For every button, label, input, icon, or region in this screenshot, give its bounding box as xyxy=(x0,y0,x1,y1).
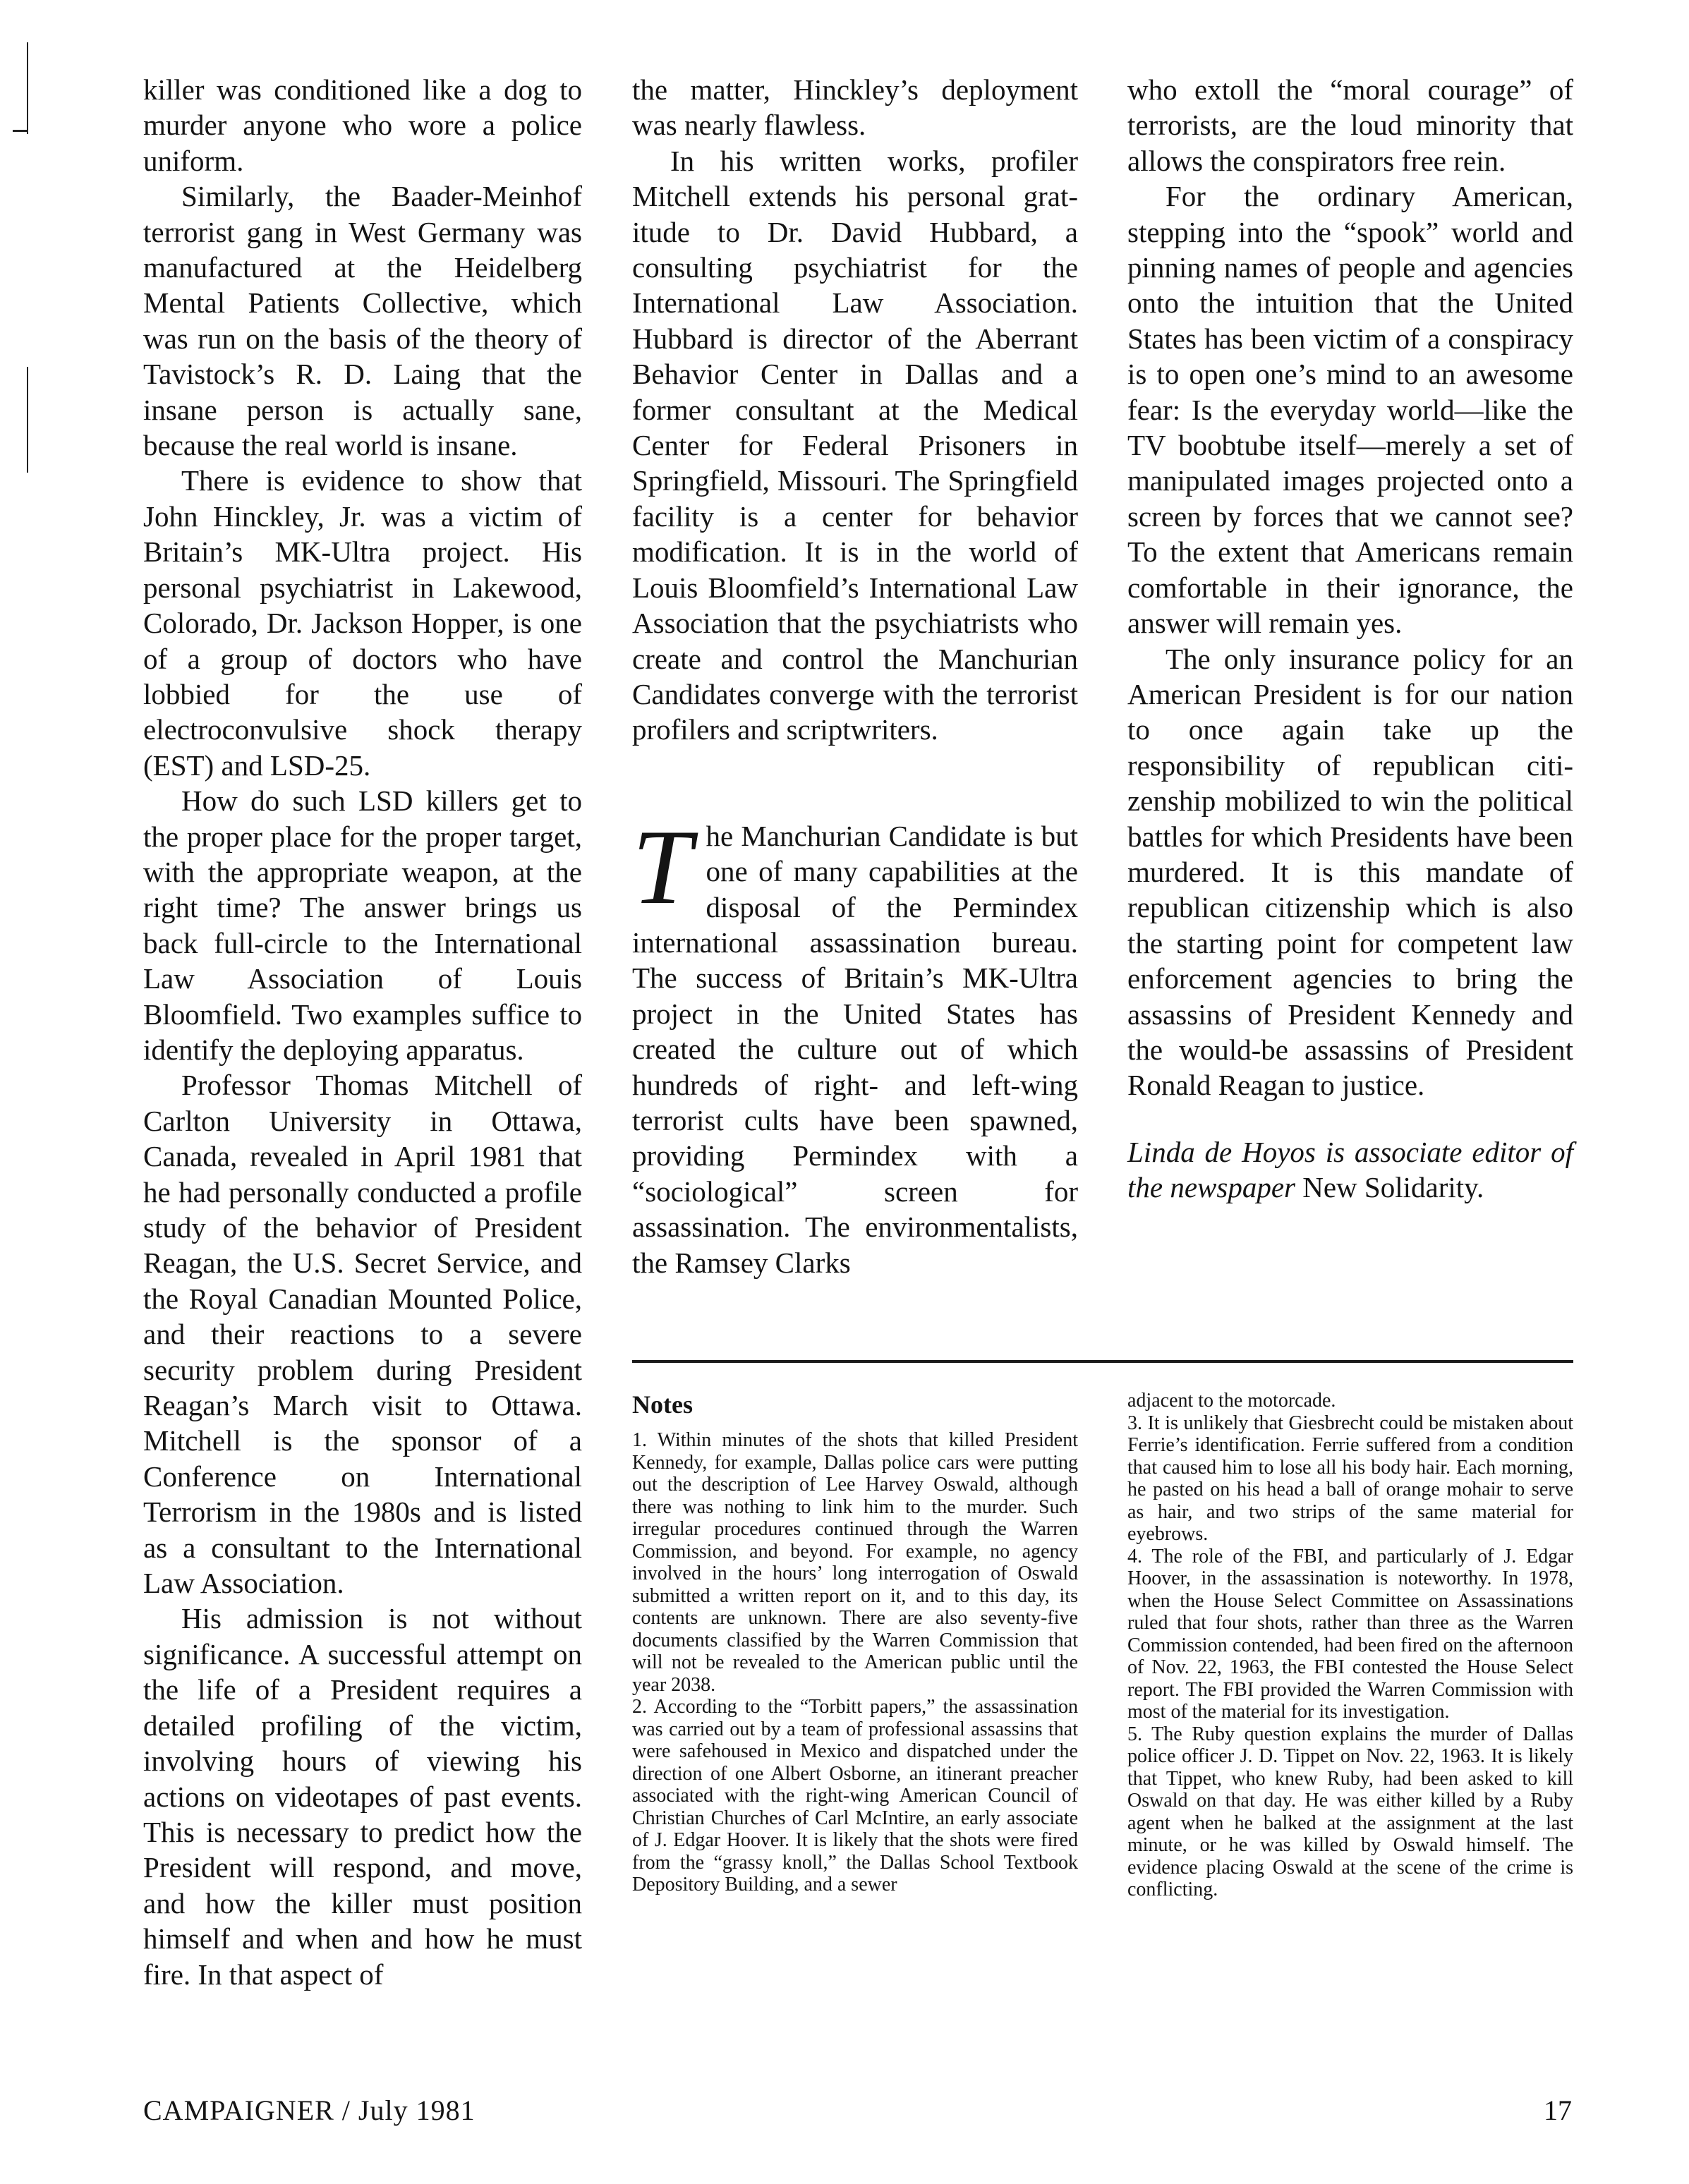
note-item: 5. The Ruby question explains the murder of Dallas police officer J. D. Tippet on Nov. 22, 1963. It is likely that Tippet, who knew Ruby, had been asked to kill Oswald on that day. He was either killed by a Ruby agent when he balked at the assignment at the last minute, or he was killed by Oswald himself. The evidence placing Oswald at the scene of the crime is conflicting. xyxy=(1127,1723,1573,1900)
notes-divider-rule xyxy=(632,1360,1573,1363)
article-column-3 xyxy=(1127,72,1573,1206)
paragraph: For the ordinary American, stepping into the “spook” world and pinning names of people and agencies onto the intuition that the United States has been victim of a conspiracy is to open one’s mind to an awesome fear: Is the everyday world—like the TV boobtube itself—merely a set of manipulated images projected onto a screen by forces that we cannot see? To the extent that Americans remain comfortable in their ignorance, the answer will remain yes. xyxy=(1127,180,1573,640)
notes-heading: Notes xyxy=(632,1390,693,1419)
paragraph: killer was conditioned like a dog to murder anyone who wore a police uniform. xyxy=(143,73,582,177)
margin-mark xyxy=(27,42,28,134)
byline-text: Linda de Hoyos is associate editor of the newspaper xyxy=(1127,1135,1573,1204)
paragraph: How do such LSD killers get to the proper place for the proper target, with the appropriate weapon, at the right time? The answer brings us back full-circle to the International Law Association of Louis Bloomfield. Two examples suffice to identify the deploying apparatus. xyxy=(143,784,582,1066)
paragraph: In his written works, profiler Mitchell extends his personal gratitude to Dr. David Hubbard, a consulting psychiatrist for the International Law Association. Hubbard is director of the Aberrant Behavior Center in Dallas and a former consultant at the Medical Center for Federal Prisoners in Springfield, Missouri. The Springfield facility is a center for behavior modification. It is in the world of Louis Bloomfield’s International Law Association that the psychiatrists who create and control the Manchurian Candidates converge with the terrorist profilers and scriptwriters. xyxy=(632,144,1078,746)
paragraph: who extoll the “moral courage” of terrorists, are the loud minority that allows the conspirators free rein. xyxy=(1127,73,1573,177)
paragraph: Similarly, the Baader-Meinhof terrorist gang in West Germany was manufactured at the Heidelberg Mental Patients Collective, which was run on the basis of the theory of Tavistock’s R. D. Laing that the insane person is actually sane, because the real world is insane. xyxy=(143,180,582,462)
paragraph: The only insurance policy for an American President is for our nation to once again take up the responsibility of republican citizenship mobilized to win the political battles for which Presidents have been murdered. It is this mandate of republican citizenship which is also the starting point for competent law enforcement agencies to bring the assassins of President Kennedy and the would-be assassins of President Ronald Reagan to justice. xyxy=(1127,642,1573,1102)
byline-spacer xyxy=(1127,1103,1573,1134)
drop-cap-letter: T xyxy=(632,807,692,926)
note-item: 3. It is unlikely that Giesbrecht could be mistaken about Ferrie’s identification. Ferrie suffered from a condition that caused him to lose all his body hair. Each morning, he pasted on his head a ball of orange mohair to serve as hair, and two strips of the same material for eyebrows. xyxy=(1127,1412,1573,1545)
byline-publication: New Solidarity. xyxy=(1302,1171,1484,1204)
note-item: 2. According to the “Torbitt papers,” the assassination was carried out by a team of professional assassins that were safehoused in Mexico and dispatched under the direction of one Albert Osborne, an itinerant preacher associated with the right-wing American Council of Christian Churches of Carl McIntire, an early associate of J. Edgar Hoover. It is likely that the shots were fired from the “grassy knoll,” the Dallas School Textbook Depository Building, and a sewer xyxy=(632,1696,1078,1895)
section-spacer xyxy=(632,748,1078,818)
publication-footer: CAMPAIGNER / July 1981 xyxy=(143,2094,476,2126)
page-number: 17 xyxy=(1544,2094,1572,2126)
article-column-2 xyxy=(632,72,1078,1280)
note-item: 1. Within minutes of the shots that killed President Kennedy, for example, Dallas police cars were putting out the description of Lee Harvey Oswald, although there was nothing to link him to the murder. Such irregular procedures continued through the Warren Commission, and beyond. For example, no agency involved in the hours’ long interrogation of Oswald submitted a written report on it, and to this day, its contents are unknown. There are also seventy-five documents classified by the Warren Commission that will not be revealed to the American public until the year 2038. xyxy=(632,1429,1078,1696)
note-item: adjacent to the motorcade. xyxy=(1127,1390,1336,1412)
notes-column-right xyxy=(1127,1390,1573,1901)
paragraph: There is evidence to show that John Hinckley, Jr. was a victim of Britain’s MK-Ultra project. His personal psychiatrist in Lakewood, Colorado, Dr. Jackson Hopper, is one of a group of doctors who have lobbied for the use of electroconvulsive shock therapy (EST) and LSD-25. xyxy=(143,464,582,782)
dropcap-paragraph-text: he Manchurian Candidate is but one of many capabilities at the disposal of the Permindex international assassination bureau. The success of Britain’s MK-Ultra project in the United States has created the culture out of which hundreds of right- and left-wing terrorist cults have been spawned, providing Permindex with a “sociological” screen for assassination. The environmentalists, the Ramsey Clarks xyxy=(632,819,1078,1279)
author-byline xyxy=(1127,1134,1573,1206)
dropcap-paragraph xyxy=(632,807,1078,1280)
article-column-1 xyxy=(143,72,582,1992)
margin-mark xyxy=(13,130,28,132)
notes-column-left xyxy=(632,1390,1078,1896)
paragraph: Professor Thomas Mitchell of Carlton University in Ottawa, Canada, revealed in April 1981 that he had personally conducted a profile study of the behavior of President Reagan, the U.S. Secret Service, and the Royal Canadian Mounted Police, and their reactions to a severe security problem during President Reagan’s March visit to Ottawa. Mitchell is the sponsor of a Conference on International Terrorism in the 1980s and is listed as a consultant to the International Law Association. xyxy=(143,1069,582,1600)
paragraph: the matter, Hinckley’s deployment was nearly flawless. xyxy=(632,73,1078,142)
note-item: 4. The role of the FBI, and particularly of J. Edgar Hoover, in the assassination is noteworthy. In 1978, when the House Select Committee on Assassinations ruled that four shots, rather than three as the Warren Commission contended, had been fired on the afternoon of Nov. 22, 1963, the FBI contested the House Select report. The FBI provided the Warren Commission with most of the material for its investigation. xyxy=(1127,1545,1573,1723)
paragraph: His admission is not without significance. A successful attempt on the life of a President requires a detailed profiling of the victim, involving hours of viewing his actions on videotapes of past events. This is necessary to predict how the President will respond, and move, and how the killer must position himself and when and how he must fire. In that aspect of xyxy=(143,1602,582,1991)
margin-mark xyxy=(27,367,28,473)
